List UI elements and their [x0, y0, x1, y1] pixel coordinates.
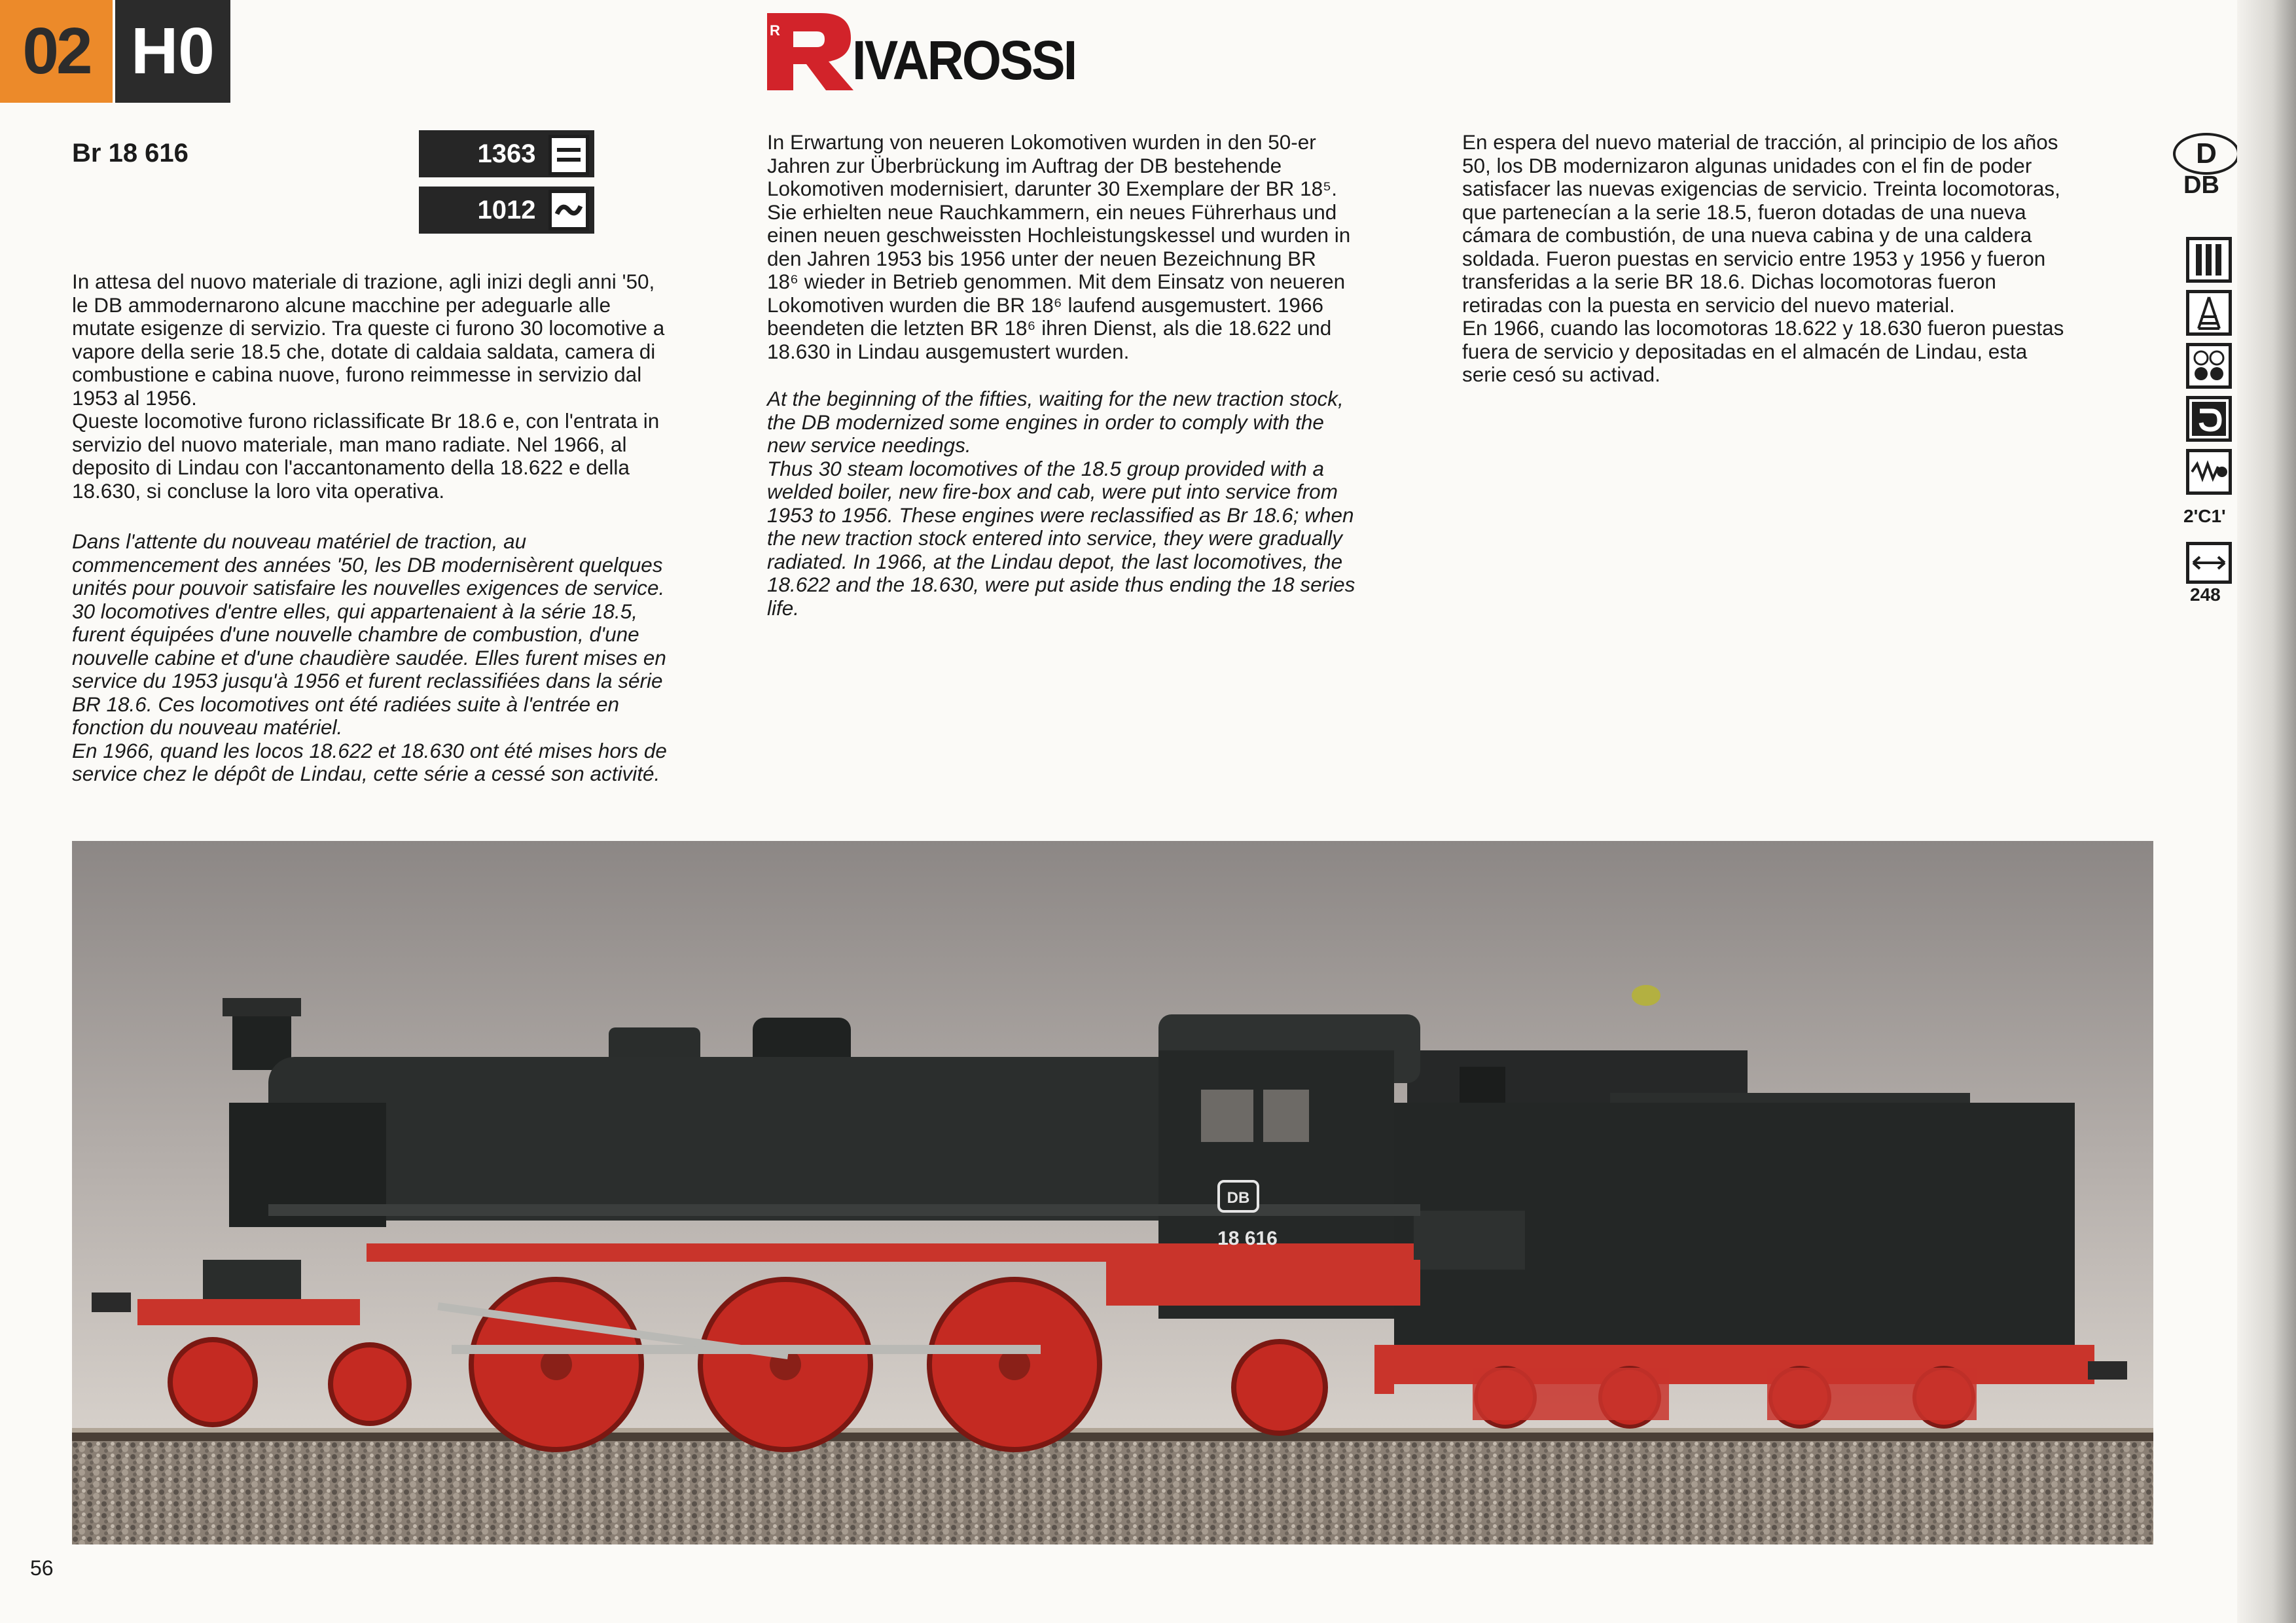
loco-number-plate: 18 616 — [1217, 1228, 1278, 1249]
catalog-code-ac: 1012 — [419, 187, 594, 234]
description-italian: In attesa del nuovo materiale di trazione, agli inizi degli anni '50, le DB ammodernarono alcune macchine per adeguarle alle mutate esigenze di servizio. Tra queste ci furono 30 locomotive a vapore della serie 18.5 che, dotate di caldaia saldata, camera di combustione e cabina nuove, furono reimmesse in servizio dal 1953 al 1956. Queste locomotive furono riclassificate Br 18.6 e, con l'entrata in servizio del nuovo materiale, man mano radiate. Nel 1966, al deposito di Lindau con l'accantonamento della 18.622 e della 18.630, si concluse la loro vita operativa. — [72, 270, 665, 503]
scale-tab: H0 — [115, 0, 230, 103]
wheel-arrangement: 2'C1' — [2183, 506, 2226, 526]
coupler-standard-icon — [2186, 290, 2232, 336]
lights-icon — [2186, 343, 2232, 389]
smoke-sound-icon — [2186, 449, 2232, 495]
catalog-code-dc: 1363 — [419, 130, 594, 177]
country-badge: D — [2173, 133, 2240, 175]
logo-initial: R — [770, 22, 780, 39]
brand-name: IVAROSSI — [852, 29, 1076, 91]
description-spanish: En espera del nuevo material de tracción, al principio de los años 50, los DB modernizaron algunas unidades con el fin de poder satisfacer las nuevas exigencias de servicio. Treinta locomotoras, que partenecían a la serie 18.5, fueron dotadas de una nueva cámara de combustión, de una nueva cabina y de una caldera soldada. Fueron puestas en servicio entre 1953 y 1956 y fueron transferidas a la serie BR 18.6. Dichas locomotoras fueron retiradas con la puesta en servicio del nuevo material. En 1966, cuando las locomotoras 18.622 y 18.630 fueron puestas fuera de servicio y depositadas en el almacén de Lindau, esta serie cesó su activad. — [1462, 130, 2064, 386]
model-title: Br 18 616 — [72, 139, 188, 168]
brand-logo — [761, 7, 1127, 92]
description-french: Dans l'attente du nouveau matériel de traction, au commencement des années '50, les DB modernisèrent quelques unités pour pouvoir satisfaire les nouvelles exigences de service. 30 locomotives d'entre elles, qui appartenaient à la série 18.5, furent équipées d'une nouvelle chambre de combustion, d'une nouvelle cabine et d'une chaudière saudée. Elles furent mises en service du 1953 jusqu'à 1956 et furent reclassifiées dans la série BR 18.6. Ces locomotives ont été radiées suite à l'entrée en fonction du nouveau matériel. En 1966, quand les locos 18.622 et 18.630 ont été mises hors de service chez le dépôt de Lindau, cette série a cessé son activité. — [72, 529, 667, 785]
description-german: In Erwartung von neueren Lokomotiven wurden in den 50-er Jahren zur Überbrückung im Auftrag der DB bestehende Lokomotiven modernisiert, darunter 30 Exemplare der BR 18⁵. Sie erhielten neue Rauchkammern, ein neues Führerhaus und einen neuen geschweissten Hochleistungskessel und wurden in den Jahren 1953 bis 1956 unter der neuen Bezeichnung BR 18⁶ wieder in Betrieb genommen. Mit dem Einsatz von neueren Lokomotiven wurden die BR 18⁶ laufend ausgemustert. 1966 beendeten die letzten BR 18⁶ ihren Dienst, als die 18.622 und 18.630 in Lindau ausgemustert wurden. — [767, 130, 1351, 363]
description-english: At the beginning of the fifties, waiting for the new traction stock, the DB modernized some engines in order to comply with the new service needings. Thus 30 steam locomotives of the 18.5 group provided with a welded boiler, new fire-box and cab, were put into service from 1953 to 1956. These engines were reclassified as Br 18.6; when the new traction stock entered into service, they were gradually radiated. In 1966, at the Lindau depot, the last locomotives, the 18.622 and the 18.630, were put aside thus ending the 18 series life. — [767, 387, 1355, 620]
db-emblem: DB — [1227, 1189, 1250, 1207]
epoch-iii-icon — [2186, 237, 2232, 283]
page-number: 56 — [30, 1556, 54, 1580]
page-binding-shadow — [2237, 0, 2296, 1623]
length-arrow-icon — [2186, 542, 2232, 584]
dc-icon — [548, 135, 589, 175]
motor-drive-icon — [2186, 396, 2232, 442]
railway-label: DB — [2183, 171, 2219, 199]
length-value: 248 — [2190, 584, 2221, 605]
ac-icon — [548, 190, 589, 230]
tender — [1374, 1050, 2127, 1427]
section-tab: 02 — [0, 0, 113, 103]
locomotive-photo — [72, 841, 2153, 1544]
